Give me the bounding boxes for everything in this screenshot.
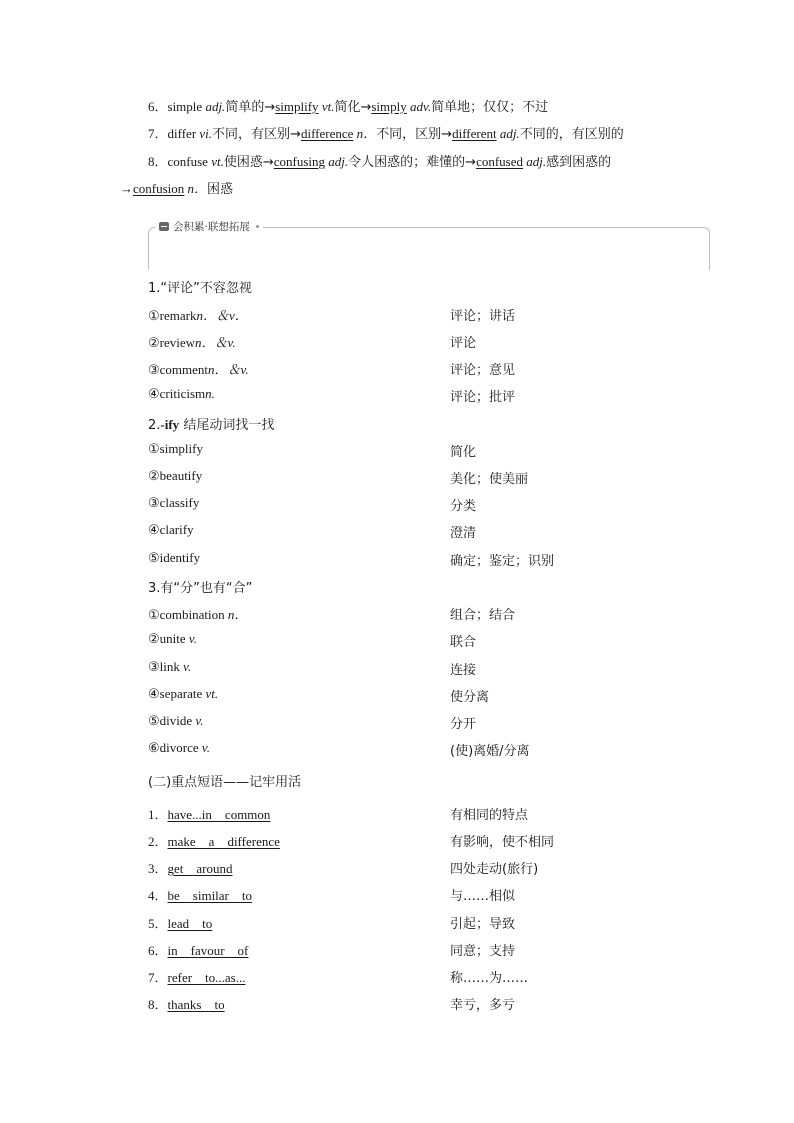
- box-title: 会积累·联想拓展: [155, 219, 263, 234]
- list-item: ②unite v.: [148, 631, 197, 646]
- phrase-item: 5．lead to: [148, 916, 213, 931]
- dot-icon: [256, 225, 259, 228]
- list-item: ④separate vt.: [148, 686, 219, 701]
- derived-word: confusing: [273, 154, 326, 169]
- phrase-meaning: 有影响，使不相同: [450, 835, 555, 850]
- list-item-meaning: 连接: [450, 663, 477, 678]
- list-item: ③commentn．＆v.: [148, 362, 249, 377]
- derivation-line-7: 7．differ vi.不同，有区别→difference n．不同，区别→different adj.不同的，有区别的: [148, 126, 624, 142]
- phrase-item: 3．get around: [148, 861, 233, 876]
- derived-word: confusion: [133, 181, 185, 196]
- group-title: 3.有“分”也有“合”: [148, 581, 253, 596]
- list-item-meaning: 分类: [450, 499, 477, 514]
- phrase-item: 2．make a difference: [148, 834, 280, 849]
- phrase-meaning: 与……相似: [450, 889, 516, 904]
- phrase-meaning: 幸亏，多亏: [450, 998, 516, 1013]
- list-item: ⑥divorce v.: [148, 740, 210, 755]
- list-item: ②reviewn．＆v.: [148, 335, 236, 350]
- list-item: ④criticismn.: [148, 386, 215, 401]
- derived-word: simplify: [275, 99, 319, 114]
- list-item: ③classify: [148, 495, 200, 510]
- section-box: [148, 221, 710, 270]
- list-item-meaning: 美化；使美丽: [450, 472, 529, 487]
- phrase-meaning: 有相同的特点: [450, 808, 529, 823]
- phrase-item: 8．thanks to: [148, 997, 225, 1012]
- phrase-item: 4．be similar to: [148, 888, 253, 903]
- list-item-meaning: 澄清: [450, 526, 477, 541]
- list-item-meaning: 评论；意见: [450, 363, 516, 378]
- phrase-meaning: 四处走动(旅行): [450, 862, 539, 877]
- phrase-item: 1．have...in common: [148, 807, 271, 822]
- list-item: ④clarify: [148, 522, 194, 537]
- list-item: ②beautify: [148, 468, 203, 483]
- list-item: ⑤identify: [148, 550, 201, 565]
- list-item-meaning: 分开: [450, 717, 477, 732]
- list-item-meaning: 确定；鉴定；识别: [450, 554, 555, 569]
- group-title: 2.-ify 结尾动词找一找: [148, 417, 275, 433]
- derived-word: simply: [371, 99, 407, 114]
- list-item-meaning: 评论；讲话: [450, 309, 516, 324]
- list-item: ①combination n．: [148, 607, 248, 622]
- note-icon: [159, 222, 169, 231]
- list-item-meaning: 评论；批评: [450, 390, 516, 405]
- list-item: ①remarkn．＆v．: [148, 308, 248, 323]
- derivation-line-6: 6．simple adj.简单的→simplify vt.简化→simply adv.简单地；仅仅；不过: [148, 99, 549, 115]
- list-item-meaning: (使)离婚/分离: [450, 744, 530, 759]
- phrase-meaning: 称……为……: [450, 971, 529, 986]
- list-item-meaning: 联合: [450, 635, 477, 650]
- list-item-meaning: 简化: [450, 445, 477, 460]
- derived-word: different: [452, 126, 497, 141]
- phrase-meaning: 同意；支持: [450, 944, 516, 959]
- derived-word: difference: [300, 126, 354, 141]
- phrase-item: 6．in favour of: [148, 943, 249, 958]
- list-item-meaning: 使分离: [450, 690, 490, 705]
- derivation-line-8: 8．confuse vt.使困惑→confusing adj.令人困惑的；难懂的→confused adj.感到困惑的: [148, 154, 612, 170]
- derivation-line-8-cont: →confusion n．困惑: [120, 181, 234, 197]
- list-item-meaning: 组合；结合: [450, 608, 516, 623]
- phrase-meaning: 引起；导致: [450, 917, 516, 932]
- phrase-item: 7．refer to...as...: [148, 970, 246, 985]
- list-item: ①simplify: [148, 441, 203, 456]
- list-item: ③link v.: [148, 659, 192, 674]
- group-title: 1.“评论”不容忽视: [148, 281, 252, 296]
- list-item: ⑤divide v.: [148, 713, 204, 728]
- list-item-meaning: 评论: [450, 336, 477, 351]
- section-title: (二)重点短语——记牢用活: [148, 775, 302, 790]
- derived-word: confused: [476, 154, 523, 169]
